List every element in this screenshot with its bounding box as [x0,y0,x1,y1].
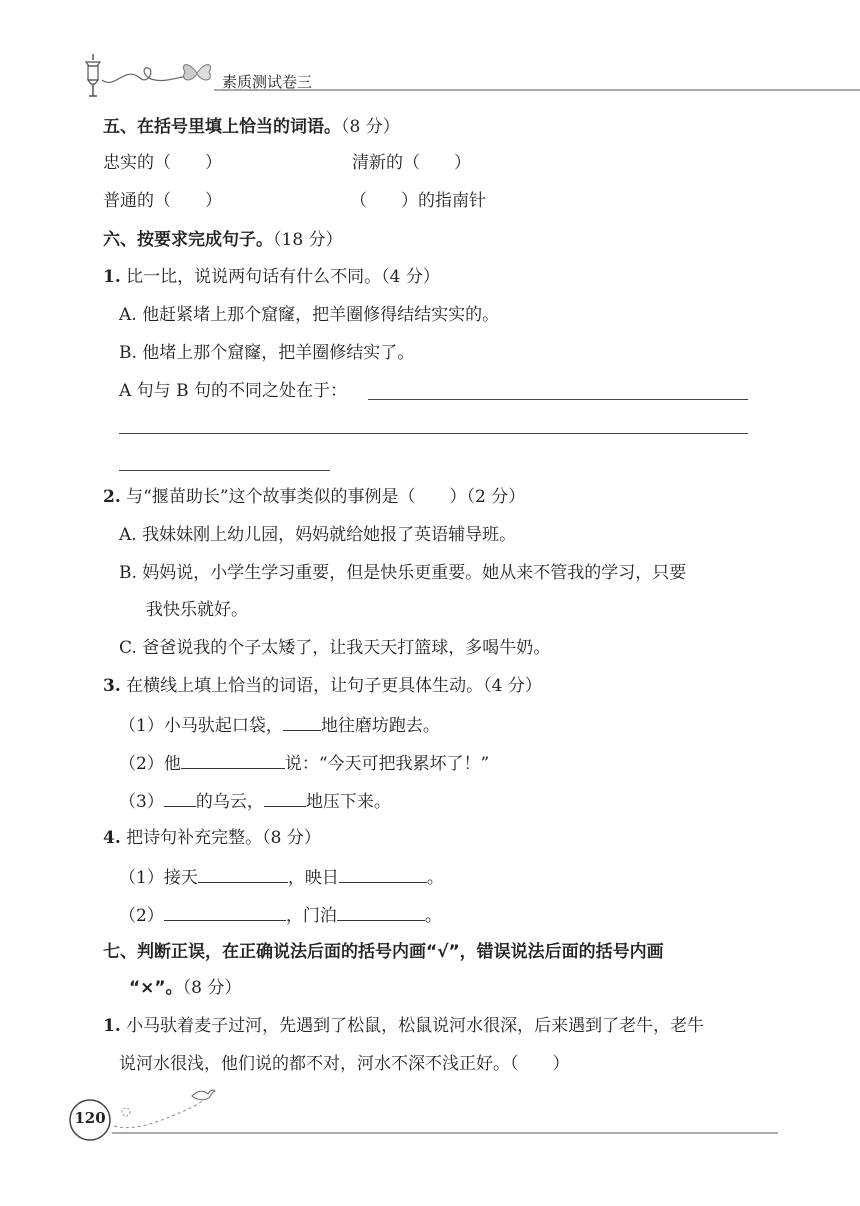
s6-q4-line2: （2） ，门泊 。 [119,906,442,926]
s6-q1-a: A. 他赶紧堵上那个窟窿，把羊圈修得结结实实的。 [119,305,500,325]
s6-q3-line3: （3） 的乌云， 地压下来。 [119,792,391,812]
s5-item-2: 清新的（ ） [352,153,471,173]
s6-q4-stem: 4. 把诗句补充完整。（8 分） [103,828,321,848]
bird-icon [190,1086,216,1104]
blank[interactable] [339,866,427,883]
page-number: 120 [74,1109,106,1127]
section-7-title-line2: “×”。（8 分） [129,978,242,998]
blank[interactable] [164,904,286,921]
s6-q2-a: A. 我妹妹刚上幼儿园，妈妈就给她报了英语辅导班。 [119,525,517,545]
blank[interactable] [198,866,288,883]
butterfly-icon [180,60,214,86]
footer-rule [112,1131,778,1135]
s5-item-3: 普通的（ ） [103,191,222,211]
s7-q1-line1: 1. 小马驮着麦子过河，先遇到了松鼠，松鼠说河水很深，后来遇到了老牛，老牛 [103,1016,705,1036]
section-7-title-line1: 七、判断正误，在正确说法后面的括号内画“√”，错误说法后面的括号内画 [103,942,664,962]
s6-q2-stem: 2. 与“揠苗助长”这个故事类似的事例是（ ）（2 分） [103,487,526,507]
header-rule [214,88,860,94]
s6-q3-line1: （1）小马驮起口袋， 地往磨坊跑去。 [119,716,440,736]
answer-line[interactable] [119,433,748,434]
s6-q2-b2: 我快乐就好。 [146,600,248,620]
s6-q1-b: B. 他堵上那个窟窿，把羊圈修结实了。 [119,343,415,363]
blank[interactable] [164,790,196,807]
s6-q4-line1: （1）接天 ，映日 。 [119,868,444,888]
header-swirl [100,60,190,90]
s6-q2-c: C. 爸爸说我的个子太矮了，让我天天打篮球，多喝牛奶。 [119,638,551,658]
s6-q1-stem: 1. 比一比，说说两句话有什么不同。（4 分） [103,267,440,287]
s7-q1-line2: 说河水很浅，他们说的都不对，河水不深不浅正好。（ ） [119,1054,570,1074]
s6-q3-line2: （2）他 说：“今天可把我累坏了！” [119,754,490,774]
blank[interactable] [283,714,321,731]
s6-q3-stem: 3. 在横线上填上恰当的词语，让句子更具体生动。（4 分） [103,676,542,696]
s6-q2-b1: B. 妈妈说，小学生学习重要，但是快乐更重要。她从来不管我的学习，只要 [119,563,687,583]
section-5-title: 五、在括号里填上恰当的词语。（8 分） [103,117,400,137]
blank[interactable] [181,752,285,769]
s6-q1-prompt: A 句与 B 句的不同之处在于： [119,381,347,401]
header-title: 素质测试卷三 [222,73,313,91]
answer-line[interactable] [119,470,330,471]
blank[interactable] [264,790,306,807]
blank[interactable] [337,904,425,921]
s5-item-1: 忠实的（ ） [103,153,222,173]
answer-line[interactable] [368,399,748,400]
section-6-title: 六、按要求完成句子。（18 分） [103,230,343,250]
s5-item-4: （ ）的指南针 [350,191,486,211]
